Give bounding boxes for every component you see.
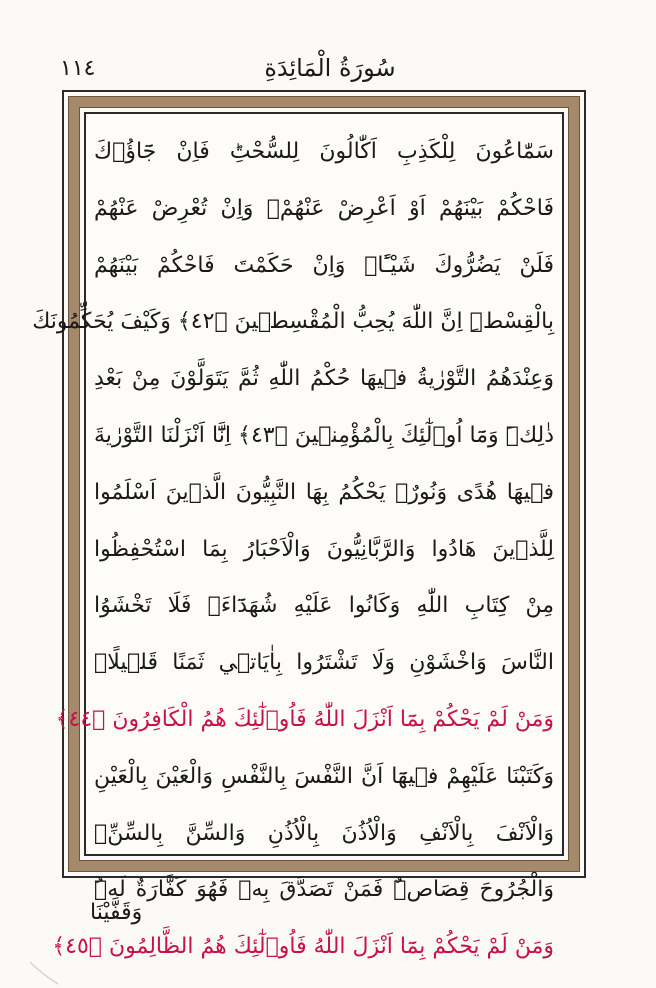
verse-line-4: بِالْقِسْطِۜ اِنَّ اللّٰهَ يُحِبُّ الْمُقْسِط۪ينَ ﴿٤٢﴾ وَكَيْفَ يُحَكِّمُونَكَ	[32, 309, 554, 335]
verse-line-8: لِلَّذ۪ينَ هَادُوا وَالرَّبَّانِيُّونَ وَالْاَحْبَارُ بِمَا اسْتُحْفِظُوا	[94, 536, 554, 562]
page-corner-mark	[28, 960, 68, 986]
verse-line-1: سَمّٰاعُونَ لِلْكَذِبِ اَكّٰالُونَ لِلسُّحْتِؕ فَاِنْ جَٓاؤُ۫كَ	[94, 139, 554, 164]
verse-line-13: وَالْاَنْفَ بِالْاَنْفِ وَالْاُذُنَ بِالْاُذُنِ وَالسِّنَّ بِالسِّنِّۙ	[94, 820, 554, 846]
verse-line-12: وَكَتَبْنَا عَلَيْهِمْ ف۪يهَٓا اَنَّ النَّفْسَ بِالنَّفْسِ وَالْعَيْنَ بِالْعَيْنِ	[94, 763, 554, 789]
verse-line-2: فَاحْكُمْ بَيْنَهُمْ اَوْ اَعْرِضْ عَنْهُمْۚ وَاِنْ تُعْرِضْ عَنْهُمْ	[94, 195, 554, 221]
verse-line-3: فَلَنْ يَضُرُّوكَ شَيْـًٔاۜ وَاِنْ حَكَمْتَ فَاحْكُمْ بَيْنَهُمْ	[94, 252, 554, 278]
verse-line-6: ذٰلِكَۜ وَمَٓا اُو۬لٰٓئِكَ بِالْمُؤْمِن۪ينَ ﴿٤٣﴾ اِنَّٓا اَنْزَلْنَا التَّوْرٰيةَ	[94, 422, 554, 448]
surah-title: سُورَةُ الْمَائِدَةِ	[264, 54, 396, 82]
catchword: وَقَفَّيْنَا	[90, 900, 143, 925]
verse-line-14: وَالْجُرُوحَ قِصَاصٌۜ فَمَنْ تَصَدَّقَ بِه۪ فَهُوَ كَفَّارَةٌ لَهُۜ	[94, 877, 554, 903]
page-number: ١١٤	[60, 56, 96, 81]
page-header	[60, 50, 600, 86]
verse-line-7: ف۪يهَا هُدًى وَنُورٌۚ يَحْكُمُ بِهَا النَّبِيُّونَ الَّذ۪ينَ اَسْلَمُوا	[94, 479, 554, 505]
verse-line-5: وَعِنْدَهُمُ التَّوْرٰيةُ ف۪يهَا حُكْمُ اللّٰهِ ثُمَّ يَتَوَلَّوْنَ مِنْ بَعْدِ	[94, 366, 554, 392]
verse-line-10: النَّاسَ وَاخْشَوْنِ وَلَا تَشْتَرُوا بِاٰيَات۪ي ثَمَنًا قَل۪يلًاۜ	[94, 650, 554, 676]
verse-line-9: مِنْ كِتَابِ اللّٰهِ وَكَانُوا عَلَيْهِ شُهَدَٓاءَۚ فَلَا تَخْشَوُا	[94, 593, 554, 619]
verse-line-11: وَمَنْ لَمْ يَحْكُمْ بِمَٓا اَنْزَلَ اللّٰهُ فَاُو۬لٰٓئِكَ هُمُ الْكَافِرُونَ ﴿٤٤﴾	[55, 706, 554, 732]
verse-line-15: وَمَنْ لَمْ يَحْكُمْ بِمَٓا اَنْزَلَ اللّٰهُ فَاُو۬لٰٓئِكَ هُمُ الظَّالِمُونَ ﴿٤٥﴾	[52, 934, 554, 960]
